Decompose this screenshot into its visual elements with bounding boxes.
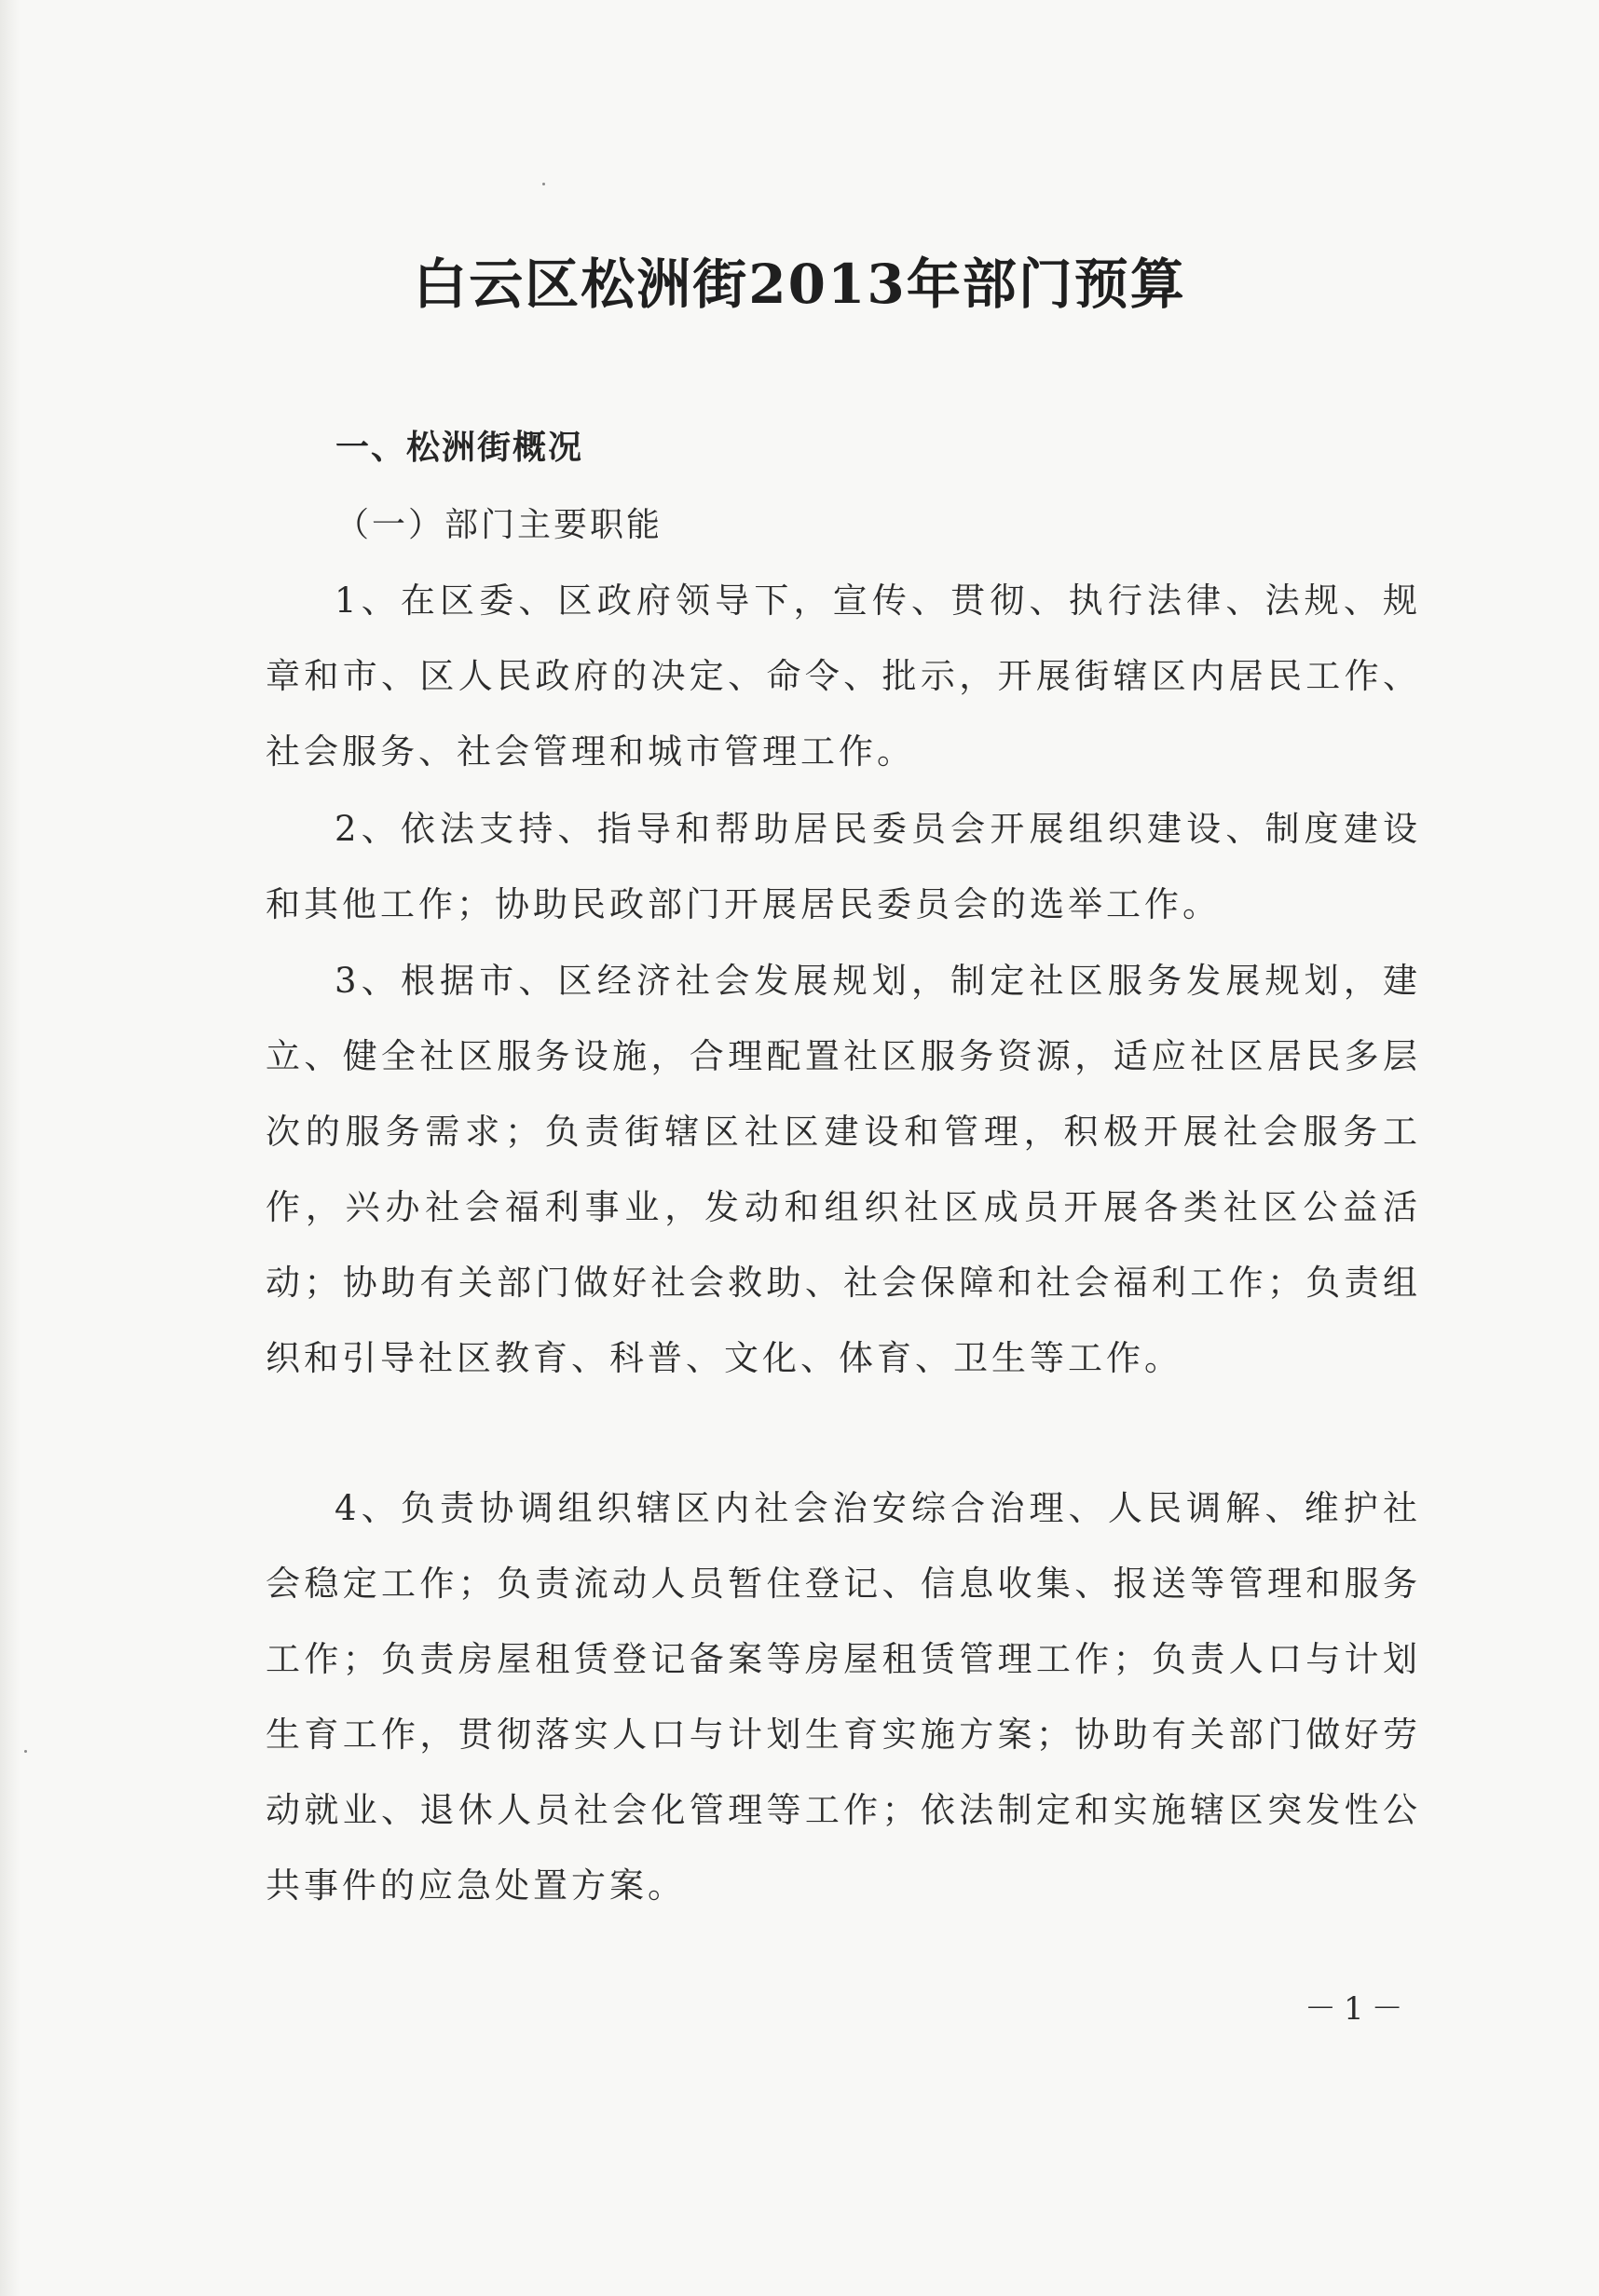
paragraph-1: 1、在区委、区政府领导下，宣传、贯彻、执行法律、法规、规章和市、区人民政府的决定、命令、批示，开展街辖区内居民工作、社会服务、社会管理和城市管理工作。	[266, 581, 1421, 772]
document-title: 白云区松洲街2013年部门预算	[413, 253, 1186, 316]
scan-speck	[24, 1750, 27, 1753]
paragraph-3: 3、根据市、区经济社会发展规划，制定社区服务发展规划，建立、健全社区服务设施，合理配置社区服务资源，适应社区居民多层次的服务需求；负责街辖区社区建设和管理，积极开展社会服务工作，兴办社会福利事业，发动和组织社区成员开展各类社区公益活动；协助有关部门做好社会救助、社会保障和社会福利工作；负责组织和引导社区教育、科普、文化、体育、卫生等工作。	[266, 961, 1421, 1378]
scan-speck	[542, 183, 545, 185]
subsection-heading: （一）部门主要职能	[335, 506, 663, 544]
paragraph-4: 4、负责协调组织辖区内社会治安综合治理、人民调解、维护社会稳定工作；负责流动人员暂住登记、信息收集、报送等管理和服务工作；负责房屋租赁登记备案等房屋租赁管理工作；负责人口与计划生育工作，贯彻落实人口与计划生育实施方案；协助有关部门做好劳动就业、退休人员社会化管理等工作；依法制定和实施辖区突发性公共事件的应急处置方案。	[266, 1488, 1421, 1906]
scan-shadow-edge	[0, 0, 20, 2296]
page-number: －1－	[1305, 1990, 1411, 2028]
section-heading: 一、松洲街概况	[335, 429, 584, 467]
paragraph-2: 2、依法支持、指导和帮助居民委员会开展组织建设、制度建设和其他工作；协助民政部门开展居民委员会的选举工作。	[266, 809, 1421, 924]
